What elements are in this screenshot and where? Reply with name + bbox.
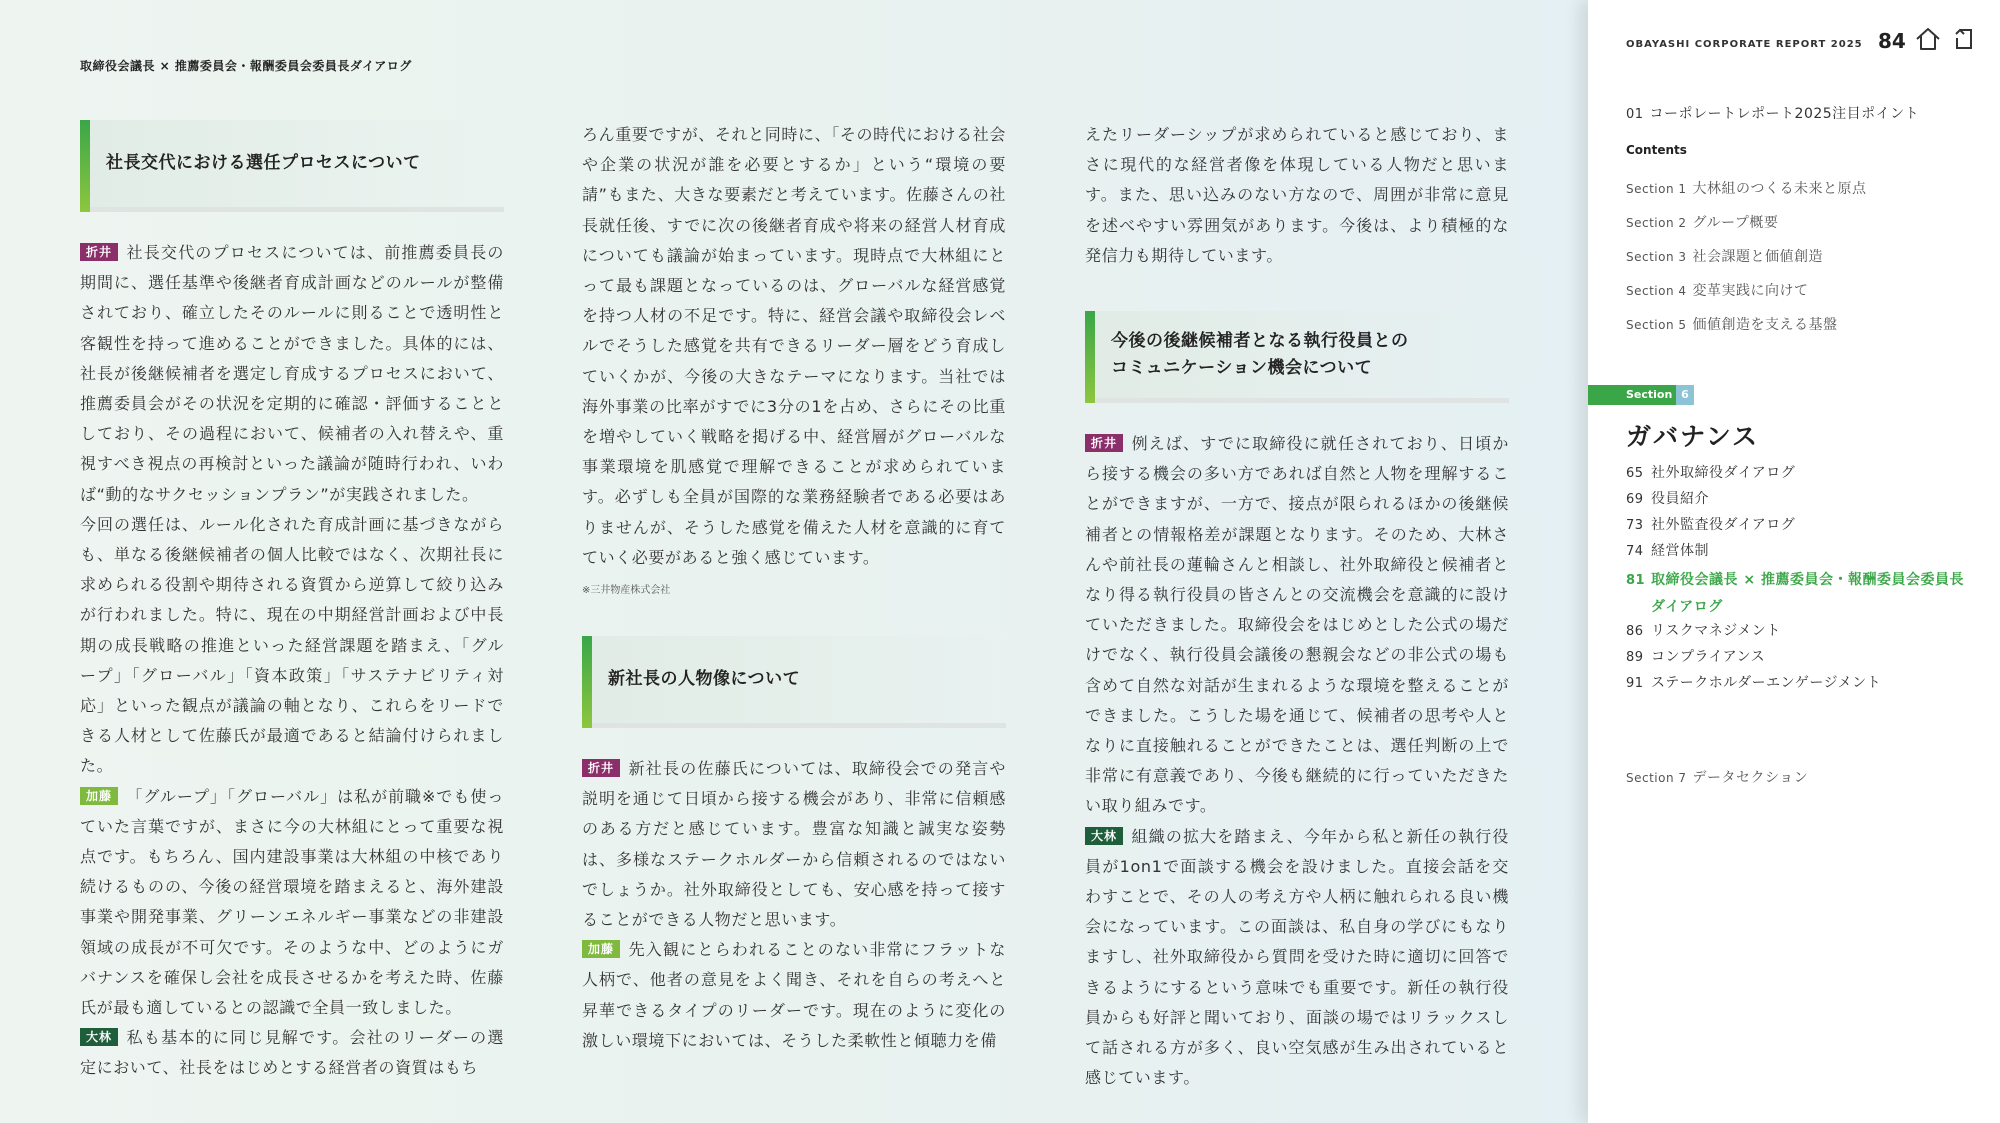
toc-sub-item[interactable]: 65 社外取締役ダイアログ <box>1626 465 1796 481</box>
section-heading <box>1085 311 1509 403</box>
paragraph: 折井 例えば、すでに取締役に就任されており、日頃から接する機会の多い方であれば自然と人物を理解することができますが、一方で、接点が限られるほかの後継候補者との情報格差が課題となります。そのため、大林さんや前社長の蓮輪さんと相談し、社外取締役と候補者となり得る執行役員の皆さんとの交流機会を意識的に設けていただきました。取締役会をはじめとした公式の場だけでなく、執行役員会議後の懇親会などの非公式の場も含めて自然な対話が生まれるような環境を整えることができました。こうした場を通じて、候補者の思考や人となりに直接触れることができたことは、選任判断の上で非常に有意義であり、今後も継続的に行っていただきたい取り組みです。 <box>1085 434 1509 816</box>
column-1 <box>80 120 504 1084</box>
section-heading-text: 今後の後継候補者となる執行役員との コミュニケーション機会について <box>1111 330 1409 378</box>
home-icon[interactable] <box>1914 26 1942 52</box>
toc-section-3[interactable]: Section 3 社会課題と価値創造 <box>1626 249 1824 265</box>
column-2 <box>582 120 1006 1056</box>
toc-section-5[interactable]: Section 5 価値創造を支える基盤 <box>1626 317 1838 333</box>
paragraph: 加藤 先入観にとらわれることのない非常にフラットな人柄で、他者の意見をよく聞き、それを自らの考えへと昇華できるタイプのリーダーです。現在のように変化の激しい環境下においては、そうした柔軟性と傾聴力を備 <box>582 940 1006 1050</box>
paragraph: えたリーダーシップが求められていると感じており、まさに現代的な経営者像を体現している人物だと思います。また、思い込みのない方なので、周囲が非常に意見を述べやすい雰囲気があります。今後は、より積極的な発信力も期待しています。 <box>1085 125 1509 265</box>
footnote: ※三井物産株式会社 <box>582 585 671 597</box>
speaker-tag-kato: 加藤 <box>582 940 620 958</box>
section-heading-text: 社長交代における選任プロセスについて <box>106 153 421 173</box>
toc-sub-item[interactable]: 89 コンプライアンス <box>1626 649 1766 665</box>
paragraph: 折井 新社長の佐藤氏については、取締役会での発言や説明を通じて日頃から接する機会があり、非常に信頼感のある方だと感じています。豊富な知識と誠実な姿勢は、多様なステークホルダーから信頼されるのではないでしょうか。社外取締役としても、安心感を持って接することができる人物だと思います。 <box>582 759 1006 930</box>
paragraph: 大林 私も基本的に同じ見解です。会社のリーダーの選定において、社長をはじめとする経営者の資質はもち <box>80 1028 504 1078</box>
toc-section-2[interactable]: Section 2 グループ概要 <box>1626 215 1779 231</box>
sidebar-nav <box>1588 0 2000 1123</box>
speaker-tag-obayashi: 大林 <box>80 1028 118 1046</box>
paragraph: 大林 組織の拡大を踏まえ、今年から私と新任の執行役員が1on1で面談する機会を設けました。直接会話を交わすことで、その人の考え方や人柄に触れられる良い機会になっています。この面談は、私自身の学びにもなりますし、社外取締役から質問を受けた時に適切に回答できるようにするという意味でも重要です。新任の執行役員からも好評と聞いており、面談の場ではリラックスして話される方が多く、良い空気感が生み出されていると感じています。 <box>1085 826 1509 1088</box>
paragraph: 今回の選任は、ルール化された育成計画に基づきながらも、単なる後継候補者の個人比較ではなく、次期社長に求められる役割や期待される資質から逆算して絞り込みが行われました。特に、現在の中期経営計画および中長期の成長戦略の推進といった経営課題を踏まえ、「グループ」「グローバル」「資本政策」「サステナビリティ対応」といった観点が議論の軸となり、これらをリードできる人材として佐藤氏が最適であると結論付けられました。 <box>80 514 504 776</box>
toc-sub-item[interactable]: 91 ステークホルダーエンゲージメント <box>1626 675 1882 691</box>
column-3 <box>1085 120 1509 1093</box>
toc-sub-item[interactable]: 74 経営体制 <box>1626 543 1709 559</box>
toc-sub-item[interactable]: 73 社外監査役ダイアログ <box>1626 517 1796 533</box>
report-title: OBAYASHI CORPORATE REPORT 2025 <box>1626 39 1863 50</box>
toc-section-1[interactable]: Section 1 大林組のつくる未来と原点 <box>1626 181 1867 197</box>
section-heading-text: 新社長の人物像について <box>608 669 801 690</box>
current-section-badge: Section 6 <box>1588 385 1694 405</box>
paragraph: 加藤 「グループ」「グローバル」は私が前職※でも使っていた言葉ですが、まさに今の大林組にとって重要な視点です。もちろん、国内建設事業は大林組の中核であり続けるものの、今後の経営環境を踏まえると、海外建設事業や開発事業、グリーンエネルギー事業などの非建設領域の成長が不可欠です。そのような中、どのようにガバナンスを確保し会社を成長させるかを考えた時、佐藤氏が最も適しているとの認識で全員一致しました。 <box>80 786 504 1018</box>
current-section-title: ガバナンス <box>1626 422 1760 451</box>
speaker-tag-orii: 折井 <box>80 243 118 261</box>
section-heading <box>80 120 504 212</box>
toc-section-7[interactable]: Section 7 データセクション <box>1626 770 1809 786</box>
page-number: 84 <box>1878 29 1906 53</box>
toc-highlight-item[interactable]: 01 コーポレートレポート2025注目ポイント <box>1626 106 1920 122</box>
breadcrumb: 取締役会議長 × 推薦委員会・報酬委員会委員長ダイアログ <box>80 59 412 73</box>
contents-label: Contents <box>1626 143 1687 157</box>
paragraph: 折井 社長交代のプロセスについては、前推薦委員長の期間に、選任基準や後継者育成計画などのルールが整備されており、確立したそのルールに則ることで透明性と客観性を持って進めることができました。具体的には、社長が後継候補者を選定し育成するプロセスにおいて、推薦委員会がその状況を定期的に確認・評価することとしており、その過程において、候補者の入れ替えや、重視すべき視点の再検討といった議論が随時行われ、いわば“動的なサクセッションプラン”が実践されました。 <box>80 243 504 504</box>
toc-sub-item[interactable]: 86 リスクマネジメント <box>1626 623 1781 639</box>
speaker-tag-orii: 折井 <box>1085 434 1123 452</box>
toc-sub-item[interactable]: 69 役員紹介 <box>1626 491 1709 507</box>
paragraph: ろん重要ですが、それと同時に、「その時代における社会や企業の状況が誰を必要とするか」という“環境の要請”もまた、大きな要素だと考えています。佐藤さんの社長就任後、すでに次の後継者育成や将来の経営人材育成についても議論が始まっています。現時点で大林組にとって最も課題となっているのは、グローバルな経営感覚を持つ人材の不足です。特に、経営会議や取締役会レベルでそうした感覚を共有できるリーダー層をどう育成していくかが、今後の大きなテーマになります。当社では海外事業の比率がすでに3分の1を占め、さらにその比重を増やしていく戦略を掲げる中、経営層がグローバルな事業環境を肌感覚で理解できることが求められています。必ずしも全員が国際的な業務経験者である必要はありませんが、そうした感覚を備えた人材を意識的に育てていく必要があると強く感じています。 <box>582 125 1006 567</box>
toc-sub-item-active[interactable]: 81 取締役会議長 × 推薦委員会・報酬委員会委員長 ダイアログ <box>1626 572 1964 615</box>
speaker-tag-kato: 加藤 <box>80 787 118 805</box>
section-heading <box>582 636 1006 728</box>
toc-section-4[interactable]: Section 4 変革実践に向けて <box>1626 283 1809 299</box>
speaker-tag-obayashi: 大林 <box>1085 827 1123 845</box>
speaker-tag-orii: 折井 <box>582 759 620 777</box>
back-icon[interactable] <box>1952 26 1976 52</box>
